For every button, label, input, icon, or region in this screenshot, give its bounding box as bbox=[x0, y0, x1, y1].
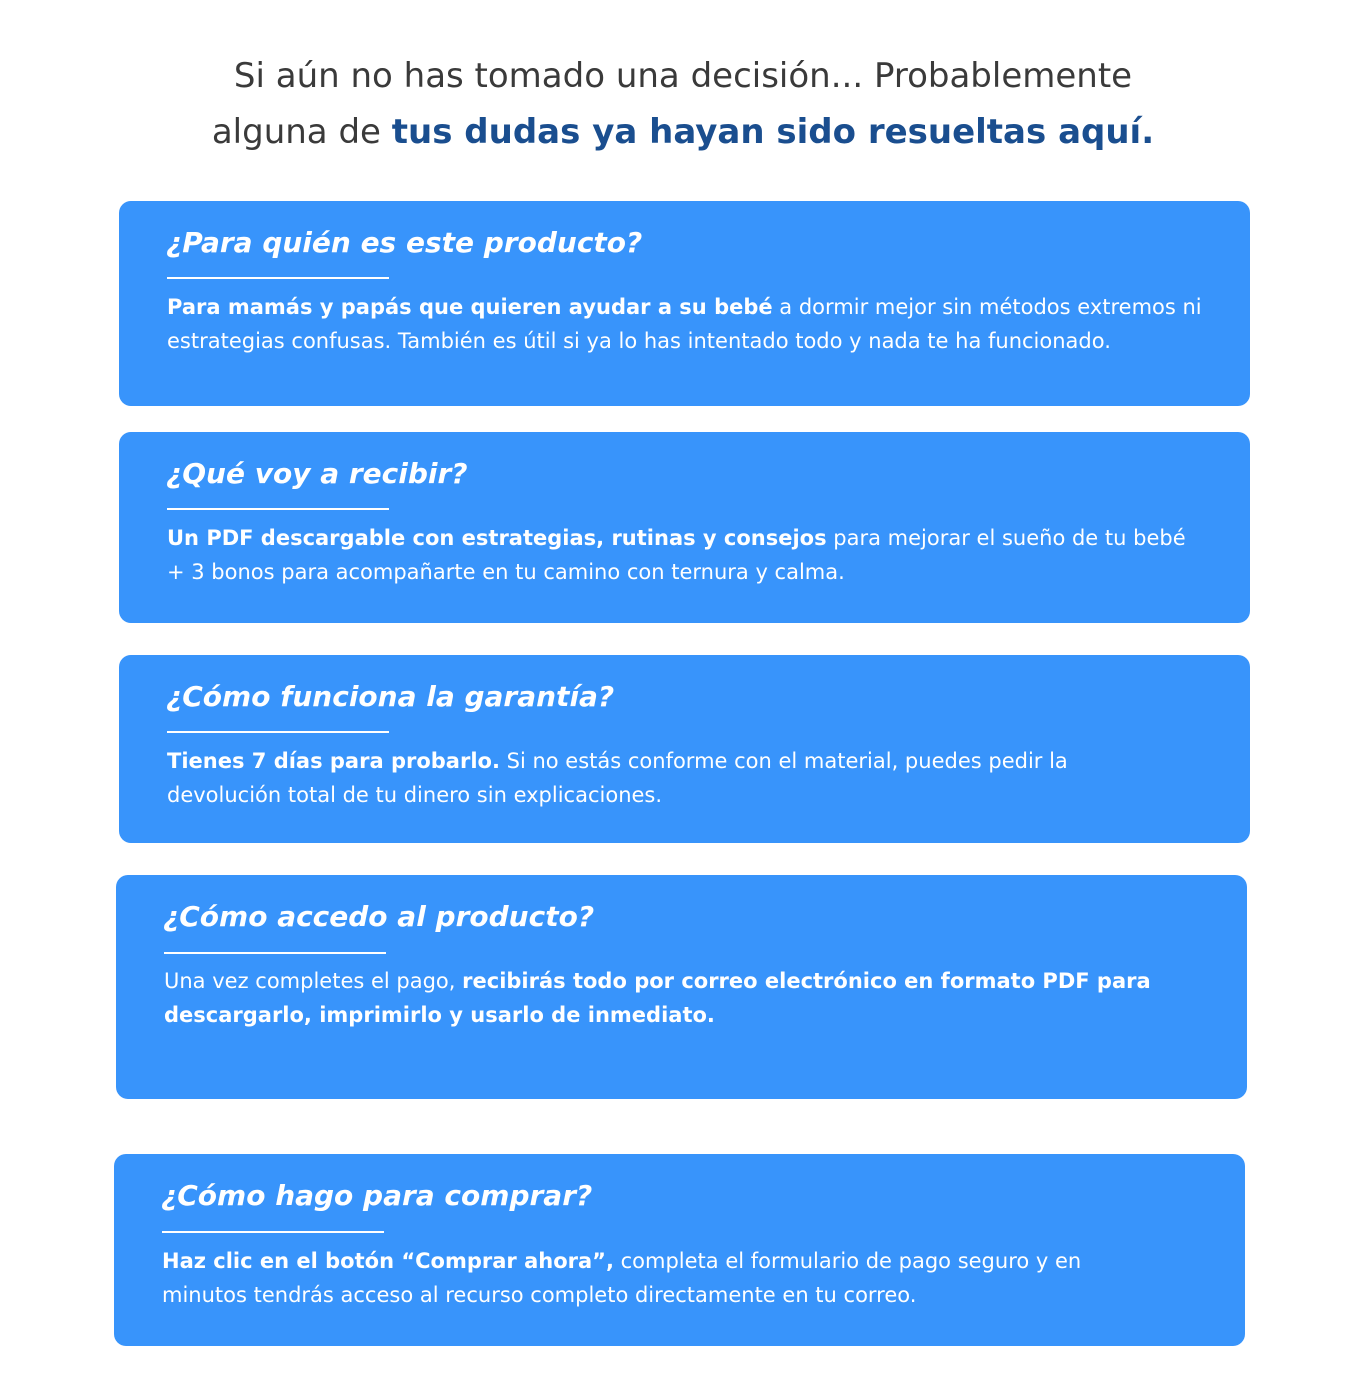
faq-answer-purchase bbox=[162, 1244, 1172, 1312]
faq-answer-guarantee bbox=[167, 744, 1167, 812]
faq-question-deliverables: ¿Qué voy a recibir? bbox=[166, 457, 468, 490]
faq-answer-deliverables-bold: Un PDF descargable con estrategias, rutinas y consejos bbox=[167, 526, 827, 550]
faq-answer-deliverables-rest: para mejorar el sueño de tu bebé + 3 bonos para acompañarte en tu camino con ternura y calma. bbox=[167, 526, 1186, 584]
page-heading bbox=[0, 48, 1366, 160]
heading-line-1: Si aún no has tomado una decisión... Probablemente bbox=[233, 56, 1133, 96]
faq-divider bbox=[167, 731, 389, 733]
faq-question-guarantee: ¿Cómo funciona la garantía? bbox=[166, 680, 615, 713]
faq-question-access: ¿Cómo accedo al producto? bbox=[163, 900, 595, 933]
faq-answer-guarantee-bold: Tienes 7 días para probarlo. bbox=[167, 749, 500, 773]
heading-line-2-accent: tus dudas ya hayan sido resueltas aquí. bbox=[391, 112, 1155, 152]
faq-answer-access bbox=[164, 964, 1164, 1032]
faq-answer-access-bold: recibirás todo por correo electrónico en formato PDF para descargarlo, imprimirlo y usarlo de inmediato. bbox=[164, 969, 1151, 1027]
faq-answer-audience bbox=[167, 290, 1207, 358]
faq-answer-audience-rest: a dormir mejor sin métodos extremos ni estrategias confusas. También es útil si ya lo has intentado todo y nada te ha funcionado. bbox=[167, 295, 1202, 353]
faq-divider bbox=[167, 508, 389, 510]
heading-line-2-prefix: alguna de bbox=[211, 112, 392, 152]
faq-divider bbox=[167, 277, 389, 279]
faq-card-audience bbox=[119, 201, 1250, 406]
faq-answer-audience-bold: Para mamás y papás que quieren ayudar a su bebé bbox=[167, 295, 773, 319]
faq-answer-deliverables bbox=[167, 521, 1207, 589]
faq-divider bbox=[162, 1231, 384, 1233]
faq-answer-purchase-bold: Haz clic en el botón “Comprar ahora”, bbox=[162, 1249, 614, 1273]
faq-question-purchase: ¿Cómo hago para comprar? bbox=[161, 1179, 593, 1212]
faq-answer-guarantee-rest: Si no estás conforme con el material, puedes pedir la devolución total de tu dinero sin explicaciones. bbox=[167, 749, 1068, 807]
faq-divider bbox=[164, 952, 386, 954]
faq-card-guarantee bbox=[119, 655, 1250, 843]
faq-card-deliverables bbox=[119, 432, 1250, 623]
faq-card-access bbox=[116, 875, 1247, 1099]
faq-card-purchase bbox=[114, 1154, 1245, 1346]
faq-answer-purchase-rest: completa el formulario de pago seguro y en minutos tendrás acceso al recurso completo directamente en tu correo. bbox=[162, 1249, 1082, 1307]
faq-question-audience: ¿Para quién es este producto? bbox=[166, 226, 643, 259]
faq-answer-access-lead: Una vez completes el pago, bbox=[164, 969, 463, 993]
